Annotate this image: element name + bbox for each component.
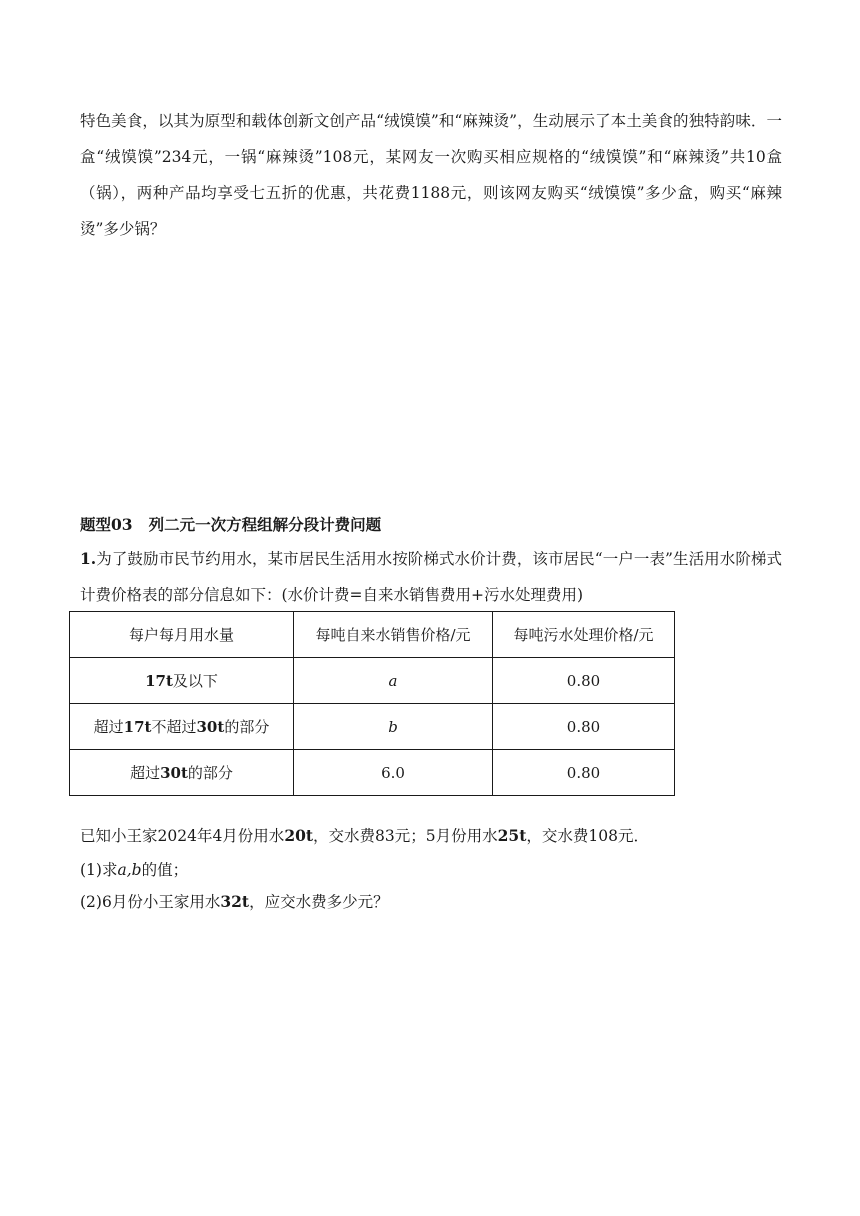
part-2: (2)6月份小王家用水32t，应交水费多少元？ [80, 892, 389, 911]
sewage-cell: 0.80 [493, 658, 675, 704]
table-header-cell: 每吨自来水销售价格/元 [294, 612, 493, 658]
section-label: 题型03 [80, 515, 133, 534]
table-header-cell: 每吨污水处理价格/元 [493, 612, 675, 658]
table-header-cell: 每户每月用水量 [70, 612, 294, 658]
question-number: 1. [80, 549, 97, 568]
section-title: 列二元一次方程组解分段计费问题 [148, 515, 382, 534]
table-row [70, 750, 675, 796]
part-1: (1)求a,b的值； [80, 861, 189, 879]
intro-paragraph: 特色美食，以其为原型和载体创新文创产品“绒馍馍”和“麻辣烫”，生动展示了本土美食的独特韵味．一盒“绒馍馍”234元，一锅“麻辣烫”108元，某网友一次购买相应规格的“绒馍馍”和“麻辣烫”共10盒（锅），两种产品均享受七五折的优惠，共花费1188元，则该网友购买“绒馍馍”多少盒，购买“麻辣烫”多少锅？ [80, 112, 782, 238]
table-row [70, 704, 675, 750]
question-text: 为了鼓励市民节约用水，某市居民生活用水按阶梯式水价计费，该市居民“一户一表”生活用水阶梯式计费价格表的部分信息如下：(水价计费=自来水销售费用+污水处理费用) [80, 550, 782, 604]
price-cell: b [294, 704, 493, 750]
table-row [70, 658, 675, 704]
section-heading [80, 513, 381, 535]
usage-cell: 超过17t不超过30t的部分 [70, 704, 294, 750]
usage-cell: 超过30t的部分 [70, 750, 294, 796]
price-cell: 6.0 [294, 750, 493, 796]
sewage-cell: 0.80 [493, 750, 675, 796]
table-header-row [70, 612, 675, 658]
price-table [69, 611, 675, 796]
sewage-cell: 0.80 [493, 704, 675, 750]
usage-cell: 17t及以下 [70, 658, 294, 704]
price-cell: a [294, 658, 493, 704]
question-paragraph [80, 541, 782, 613]
given-info: 已知小王家2024年4月份用水20t，交水费83元；5月份用水25t，交水费108元． [80, 826, 649, 845]
